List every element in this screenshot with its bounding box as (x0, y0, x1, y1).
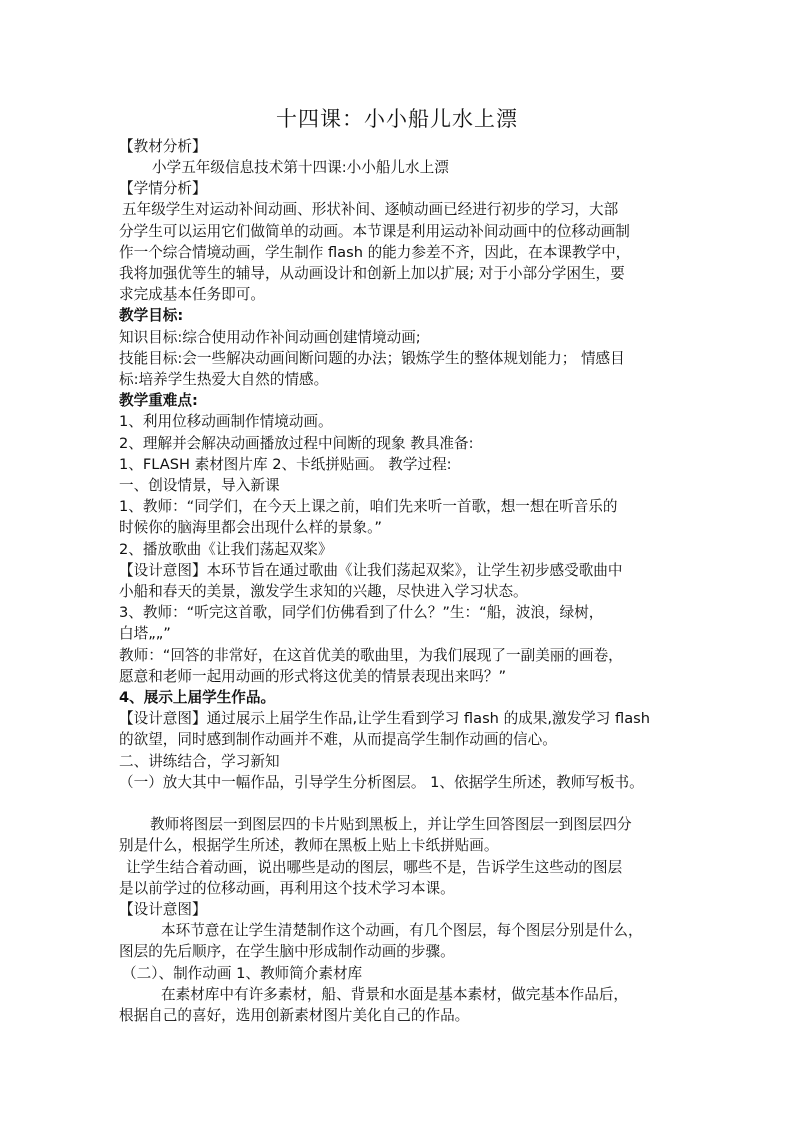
paragraph-line: 2、理解并会解决动画播放过程中间断的现象 教具准备: (119, 435, 474, 452)
paragraph-line: 是以前学过的位移动画，再利用这个技术学习本课。 (119, 880, 455, 897)
paragraph-line: 求完成基本任务即可。 (119, 286, 265, 303)
paragraph-line: 白塔„„” (119, 625, 171, 642)
paragraph-line: 时候你的脑海里都会出现什么样的景象。” (119, 519, 382, 536)
paragraph-line: 1、FLASH 素材图片库 2、卡纸拼贴画。 教学过程: (119, 456, 452, 473)
paragraph-line: 我将加强优等生的辅导，从动画设计和创新上加以扩展; 对于小部分学困生，要 (119, 265, 625, 282)
paragraph-line: 小学五年级信息技术第十四课:小小船儿水上漂 (152, 159, 449, 176)
paragraph-line: 【设计意图】通过展示上届学生作品,让学生看到学习 flash 的成果,激发学习 flash (119, 710, 650, 727)
paragraph-line: 教师：“回答的非常好，在这首优美的歌曲里，为我们展现了一副美丽的画卷， (119, 647, 623, 664)
heading-design-intent: 【设计意图】 (119, 901, 207, 918)
heading-textbook-analysis: 【教材分析】 (119, 138, 207, 155)
paragraph-line: 【设计意图】本环节旨在通过歌曲《让我们荡起双桨》，让学生初步感受歌曲中 (119, 562, 623, 579)
paragraph-line: 根据自己的喜好，选用创新素材图片美化自己的作品。 (119, 1007, 470, 1024)
document-title: 十四课：小小船儿水上漂 (276, 107, 518, 131)
paragraph-line: 3、教师：“听完这首歌，同学们仿佛看到了什么？”生：“船，波浪，绿树， (119, 604, 604, 621)
paragraph-line: 的欲望，同时感到制作动画并不难，从而提高学生制作动画的信心。 (119, 731, 557, 748)
paragraph-line: 本环节意在让学生清楚制作这个动画，有几个图层，每个图层分别是什么， (161, 922, 643, 939)
section-heading: 二、讲练结合，学习新知 (119, 753, 280, 770)
heading-learner-analysis: 【学情分析】 (119, 180, 207, 197)
paragraph-line: 标:培养学生热爱大自然的情感。 (119, 371, 329, 388)
paragraph-line: 在素材库中有许多素材，船、背景和水面是基本素材，做完基本作品后， (161, 986, 629, 1003)
paragraph-line: 1、教师：“同学们，在今天上课之前，咱们先来听一首歌，想一想在听音乐的 (119, 498, 618, 515)
paragraph-line: 分学生可以运用它们做简单的动画。本节课是利用运动补间动画中的位移动画制 (119, 223, 630, 240)
paragraph-line: （一）放大其中一幅作品，引导学生分析图层。 1、依据学生所述，教师写板书。 (119, 774, 644, 791)
paragraph-line: 图层的先后顺序，在学生脑中形成制作动画的步骤。 (119, 943, 455, 960)
heading-key-difficulties: 教学重难点: (119, 392, 198, 409)
paragraph-line: 作一个综合情境动画，学生制作 flash 的能力参差不齐，因此，在本课教学中， (119, 244, 631, 261)
bold-heading: 4、展示上届学生作品。 (119, 689, 276, 706)
paragraph-line: 1、利用位移动画制作情境动画。 (119, 413, 333, 430)
paragraph-line: 让学生结合着动画，说出哪些是动的图层，哪些不是，告诉学生这些动的图层 (126, 859, 623, 876)
paragraph-line: 别是什么，根据学生所述，教师在黑板上贴上卡纸拼贴画。 (119, 837, 499, 854)
paragraph-line: 教师将图层一到图层四的卡片贴到黑板上，并让学生回答图层一到图层四分 (150, 816, 632, 833)
paragraph-line: 愿意和老师一起用动画的形式将这优美的情景表现出来吗？” (119, 668, 507, 685)
paragraph-line: 小船和春天的美景，激发学生求知的兴趣，尽快进入学习状态。 (119, 583, 528, 600)
section-heading: 一、创设情景，导入新课 (119, 477, 280, 494)
section-heading: （二）、制作动画 1、教师简介素材库 (122, 965, 363, 982)
paragraph-line: 五年级学生对运动补间动画、形状补间、逐帧动画已经进行初步的学习，大部 (122, 201, 619, 218)
paragraph-line: 知识目标:综合使用动作补间动画创建情境动画; (119, 329, 421, 346)
heading-teaching-goals: 教学目标: (119, 307, 184, 324)
paragraph-line: 2、播放歌曲《让我们荡起双桨》 (119, 541, 333, 558)
paragraph-line: 技能目标:会一些解决动画间断问题的办法；锻炼学生的整体规划能力； 情感目 (119, 350, 625, 367)
